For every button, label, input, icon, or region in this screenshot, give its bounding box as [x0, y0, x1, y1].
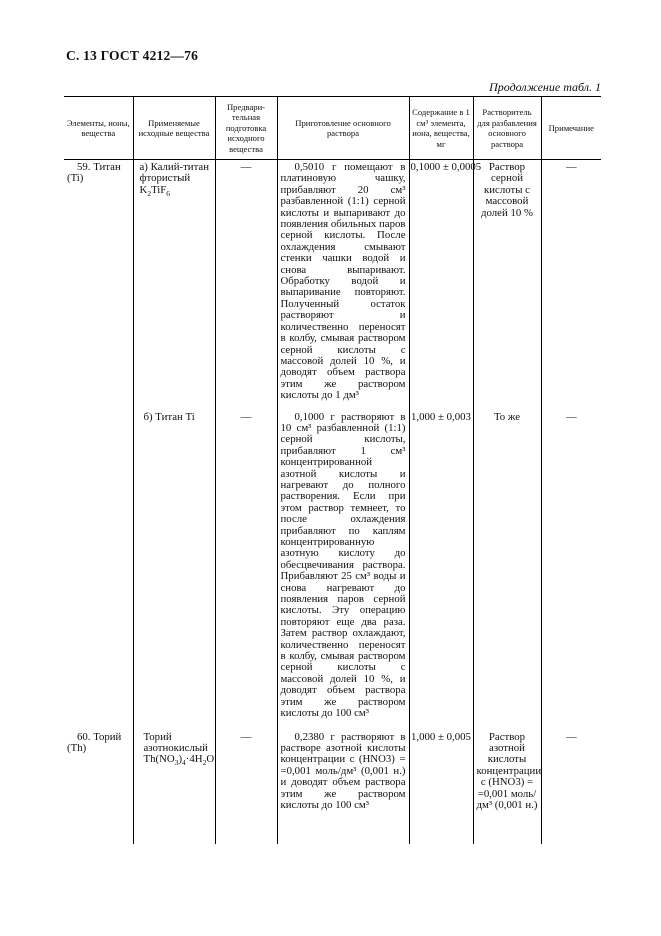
cell-substance: [133, 724, 215, 844]
cell-element: 59. Титан (Ti): [67, 161, 121, 185]
cell-element: 60. Торий (Th): [67, 730, 122, 754]
cell-preparation: [277, 160, 409, 406]
cell-preparation: [277, 406, 409, 724]
cell-pretreatment: —: [215, 406, 277, 724]
col-header-note: Примечание: [541, 97, 601, 160]
cell-solvent: Раствор азотной кислоты концентрации c (HNO3) = =0,001 моль/дм³ (0,001 н.): [473, 724, 541, 844]
cell-substance: б) Титан Ti: [133, 406, 215, 724]
cell-note: —: [541, 406, 601, 724]
substance-formula: $Th(NO_3)_4\cdot 4H_2O$: [143, 753, 215, 768]
reagent-table: [64, 96, 601, 844]
cell-note: —: [541, 160, 601, 406]
cell-solvent: Раствор серной кислоты с массовой долей 10 %: [473, 160, 541, 406]
table-caption: Продолжение табл. 1: [489, 80, 601, 94]
preparation-text: 0,1000 г растворяют в 10 см³ разбавленной (1:1) серной кислоты, прибавляют 1 см³ концентрированной азотной кислоты и нагревают до полного растворения. Если при этом раствор темнеет, то после охлаждения прибавляют по каплям концентрированную азотную кислоту до обесцвечивания раствора. Прибавляют 25 см³ воды и снова нагревают до появления паров серной кислоты. Эту операцию повторяют еще два раза. Затем раствор охлаждают, количественно переносят в колбу, смывая раствором серной кислоты с массовой долей 10 %, и доводят объем раствора этим же раствором кислоты до 100 см³: [280, 410, 406, 720]
preparation-text: 0,5010 г помещают в платиновую чашку, прибавляют 20 см³ разбавленной (1:1) серной кислоты и выпаривают до появления обильных паров серной кислоты. После охлаждения смывают стенки чашки водой и снова выпаривают. Обработку водой и выпаривание повторяют. Полученный остаток растворяют и количественно переносят в колбу, смывая раствором серной кислоты с массовой долей 10 %, и доводят объем раствора этим же раствором кислоты до 1 дм³: [280, 161, 406, 402]
table-header-row: [64, 97, 601, 160]
substance-formula: $K_2TiF_6$: [139, 183, 171, 198]
preparation-text: 0,2380 г растворяют в растворе азотной кислоты концентрации c (HNO3) = =0,001 моль/дм³ (0,001 н.) и доводят объем раствора этим же раствором кислоты до 100 см³: [280, 730, 406, 811]
cell-note: —: [541, 724, 601, 844]
cell-content: 1,000 ± 0,005: [409, 724, 473, 844]
cell-pretreatment: —: [215, 160, 277, 406]
cell-solvent: То же: [473, 406, 541, 724]
col-header-elements: Элементы, ионы, вещества: [64, 97, 133, 160]
substance-name: а) Калий-титан фтористый: [139, 161, 209, 185]
cell-element: [64, 406, 133, 724]
col-header-pretreatment: Предвари-тельная подготовка исходного вещества: [215, 97, 277, 160]
table-row: [64, 160, 601, 406]
col-header-preparation: Приготовление основного раствора: [277, 97, 409, 160]
page-title: С. 13 ГОСТ 4212—76: [66, 48, 199, 63]
table-row: [64, 406, 601, 724]
col-header-content: Содержание в 1 см³ элемента, иона, вещества, мг: [409, 97, 473, 160]
cell-pretreatment: —: [215, 724, 277, 844]
col-header-solvent: Растворитель для разбавления основного раствора: [473, 97, 541, 160]
cell-substance: [133, 160, 215, 406]
cell-content: 1,000 ± 0,003: [409, 406, 473, 724]
cell-content: 0,1000 ± 0,0005: [409, 160, 473, 406]
cell-preparation: [277, 724, 409, 844]
col-header-substances: Применяемые исходные вещества: [133, 97, 215, 160]
table-row: [64, 724, 601, 844]
substance-name: Торий азотнокислый: [143, 730, 208, 754]
